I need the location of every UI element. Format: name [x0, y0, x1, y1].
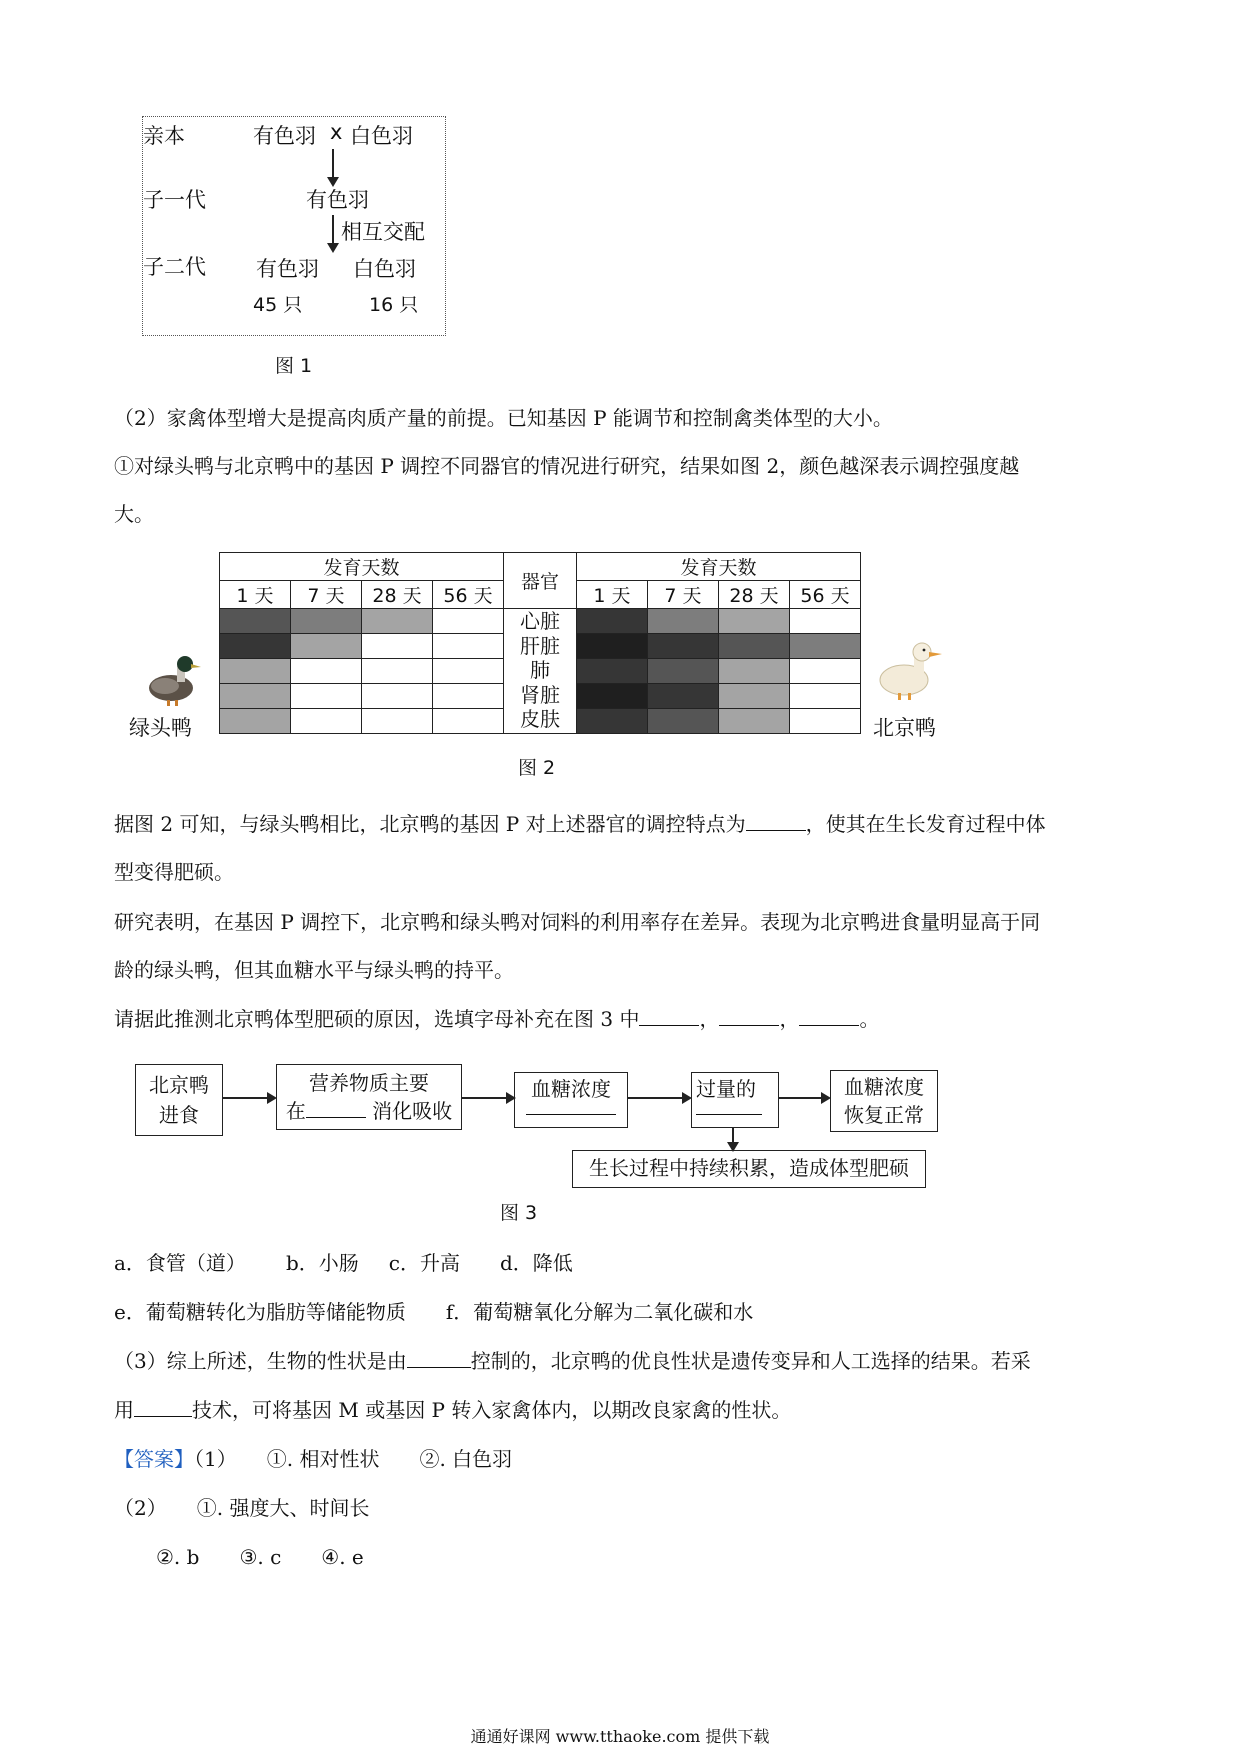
mallard-cell	[291, 634, 362, 659]
flow-box-excess: 过量的	[691, 1072, 779, 1128]
peking-cell	[648, 634, 719, 659]
figure-3-caption: 图 3	[500, 1202, 538, 1224]
f1-label: 子一代	[143, 188, 206, 212]
peking-cell	[790, 659, 861, 684]
peking-cell	[790, 634, 861, 659]
q3-line1: （3）综上所述，生物的性状是由 控制的，北京鸭的优良性状是遗传变异和人工选择的结果。若采	[114, 1349, 1031, 1373]
mallard-cell	[433, 684, 504, 709]
answer-tag: 【答案】	[114, 1447, 194, 1471]
organ-liver: 肝脏	[520, 633, 560, 658]
answer-blank	[134, 1398, 192, 1417]
mallard-cell	[362, 634, 433, 659]
mallard-cell	[433, 609, 504, 634]
answer-line1: 【答案】（1） ①. 相对性状 ②. 白色羽	[114, 1447, 513, 1471]
question-line2: 型变得肥硕。	[114, 860, 234, 884]
question-line1: 据图 2 可知，与绿头鸭相比，北京鸭的基因 P 对上述器官的调控特点为 ，使其在生长发育过程中体	[114, 812, 1046, 836]
peking-cell	[719, 684, 790, 709]
figure-1-caption: 图 1	[275, 355, 313, 377]
mallard-cell	[291, 659, 362, 684]
day-header: 7 天	[291, 581, 362, 609]
organ-kidney: 肾脏	[520, 682, 560, 707]
peking-cell	[648, 684, 719, 709]
arrow-right-icon	[779, 1097, 829, 1099]
arrow-down-icon	[732, 1128, 734, 1150]
day-header: 28 天	[719, 581, 790, 609]
peking-cell	[577, 684, 648, 709]
organ-heart: 心脏	[520, 609, 560, 633]
peking-cell	[719, 634, 790, 659]
answer-blank	[746, 812, 806, 831]
mating-label: 相互交配	[341, 220, 425, 244]
answer-blank	[719, 1007, 779, 1026]
peking-cell	[719, 609, 790, 634]
mallard-cell	[220, 709, 291, 734]
mallard-cell	[291, 709, 362, 734]
flow-box-recover: 血糖浓度 恢复正常	[830, 1070, 938, 1132]
mallard-cell	[220, 634, 291, 659]
figure-2-caption: 图 2	[518, 757, 556, 779]
f2-white: 白色羽	[353, 257, 416, 281]
mallard-cell	[291, 609, 362, 634]
f2-colored: 有色羽	[256, 257, 319, 281]
peking-cell	[648, 659, 719, 684]
arrowhead-icon	[327, 243, 339, 253]
peking-cell	[577, 634, 648, 659]
day-header: 28 天	[362, 581, 433, 609]
peking-cell	[577, 609, 648, 634]
mallard-cell	[362, 609, 433, 634]
answer-line3: ②. b ③. c ④. e	[156, 1545, 364, 1569]
answer-line2: （2） ①. 强度大、时间长	[114, 1496, 370, 1520]
mallard-cell	[433, 659, 504, 684]
answer-blank	[306, 1099, 366, 1118]
mallard-cell	[362, 684, 433, 709]
options-line2: e．葡萄糖转化为脂肪等储能物质 f．葡萄糖氧化分解为二氧化碳和水	[114, 1300, 754, 1324]
day-header: 56 天	[790, 581, 861, 609]
flow-box-absorb: 营养物质主要 在 消化吸收	[276, 1064, 462, 1130]
day-header: 1 天	[220, 581, 291, 609]
figure-1	[142, 116, 446, 336]
peking-cell	[648, 609, 719, 634]
peking-label: 北京鸭	[873, 716, 936, 740]
figure-2-table	[219, 552, 861, 734]
flow-box-eat: 北京鸭 进食	[135, 1064, 223, 1136]
peking-cell	[648, 709, 719, 734]
parents-label: 亲本	[143, 124, 185, 148]
f1-trait: 有色羽	[306, 188, 369, 212]
day-header: 7 天	[648, 581, 719, 609]
answer-blank	[639, 1007, 699, 1026]
days-header-right: 发育天数	[577, 553, 861, 581]
organ-skin: 皮肤	[520, 707, 560, 731]
mallard-cell	[433, 709, 504, 734]
answer-blank	[407, 1349, 471, 1368]
peking-cell	[790, 609, 861, 634]
answer-blank	[696, 1106, 762, 1115]
mallard-cell	[220, 659, 291, 684]
research-line2: 龄的绿头鸭，但其血糖水平与绿头鸭的持平。	[114, 958, 514, 982]
mallard-label: 绿头鸭	[129, 716, 192, 740]
para2-1-line2: 大。	[114, 502, 154, 526]
day-header: 1 天	[577, 581, 648, 609]
organ-list	[504, 609, 577, 734]
q3-line2: 用 技术，可将基因 M 或基因 P 转入家禽体内，以期改良家禽的性状。	[114, 1398, 792, 1422]
peking-cell	[577, 659, 648, 684]
mallard-duck-image	[143, 650, 205, 708]
day-header: 56 天	[433, 581, 504, 609]
f2-colored-count: 45 只	[253, 294, 303, 316]
mallard-cell	[220, 609, 291, 634]
peking-cell	[790, 709, 861, 734]
arrow-down-icon	[332, 149, 334, 179]
mallard-cell	[291, 684, 362, 709]
answer-blank	[526, 1106, 616, 1115]
f2-white-count: 16 只	[369, 294, 419, 316]
options-line1: a．食管（道） b．小肠 c．升高 d．降低	[114, 1251, 573, 1275]
organ-lung: 肺	[530, 658, 550, 682]
answer-blank	[799, 1007, 859, 1026]
footer: 通通好课网 www.tthaoke.com 提供下载	[470, 1727, 770, 1746]
peking-cell	[719, 709, 790, 734]
peking-cell	[577, 709, 648, 734]
arrow-down-icon	[332, 215, 334, 245]
infer-line: 请据此推测北京鸭体型肥硕的原因，选填字母补充在图 3 中 ， ， 。	[114, 1007, 880, 1031]
f2-label: 子二代	[143, 255, 206, 279]
peking-cell	[719, 659, 790, 684]
organ-header: 器官	[504, 553, 577, 609]
days-header-left: 发育天数	[220, 553, 504, 581]
mallard-cell	[362, 709, 433, 734]
mallard-cell	[220, 684, 291, 709]
research-line1: 研究表明，在基因 P 调控下，北京鸭和绿头鸭对饲料的利用率存在差异。表现为北京鸭进食量明显高于同	[114, 910, 1041, 934]
para2-intro: （2）家禽体型增大是提高肉质产量的前提。已知基因 P 能调节和控制禽类体型的大小。	[114, 406, 893, 430]
mallard-cell	[362, 659, 433, 684]
mallard-cell	[433, 634, 504, 659]
peking-duck-image	[876, 640, 946, 702]
arrow-right-icon	[462, 1097, 514, 1099]
parent-white: 白色羽	[350, 124, 413, 148]
parent-colored: 有色羽	[253, 124, 316, 148]
para2-1-line1: ①对绿头鸭与北京鸭中的基因 P 调控不同器官的情况进行研究，结果如图 2，颜色越深表示调控强度越	[114, 454, 1020, 478]
arrow-right-icon	[223, 1097, 275, 1099]
cross-symbol: x	[330, 120, 343, 144]
flow-box-glucose: 血糖浓度	[514, 1072, 628, 1128]
peking-cell	[790, 684, 861, 709]
flow-box-accumulate: 生长过程中持续积累，造成体型肥硕	[572, 1150, 926, 1188]
arrow-right-icon	[628, 1097, 690, 1099]
